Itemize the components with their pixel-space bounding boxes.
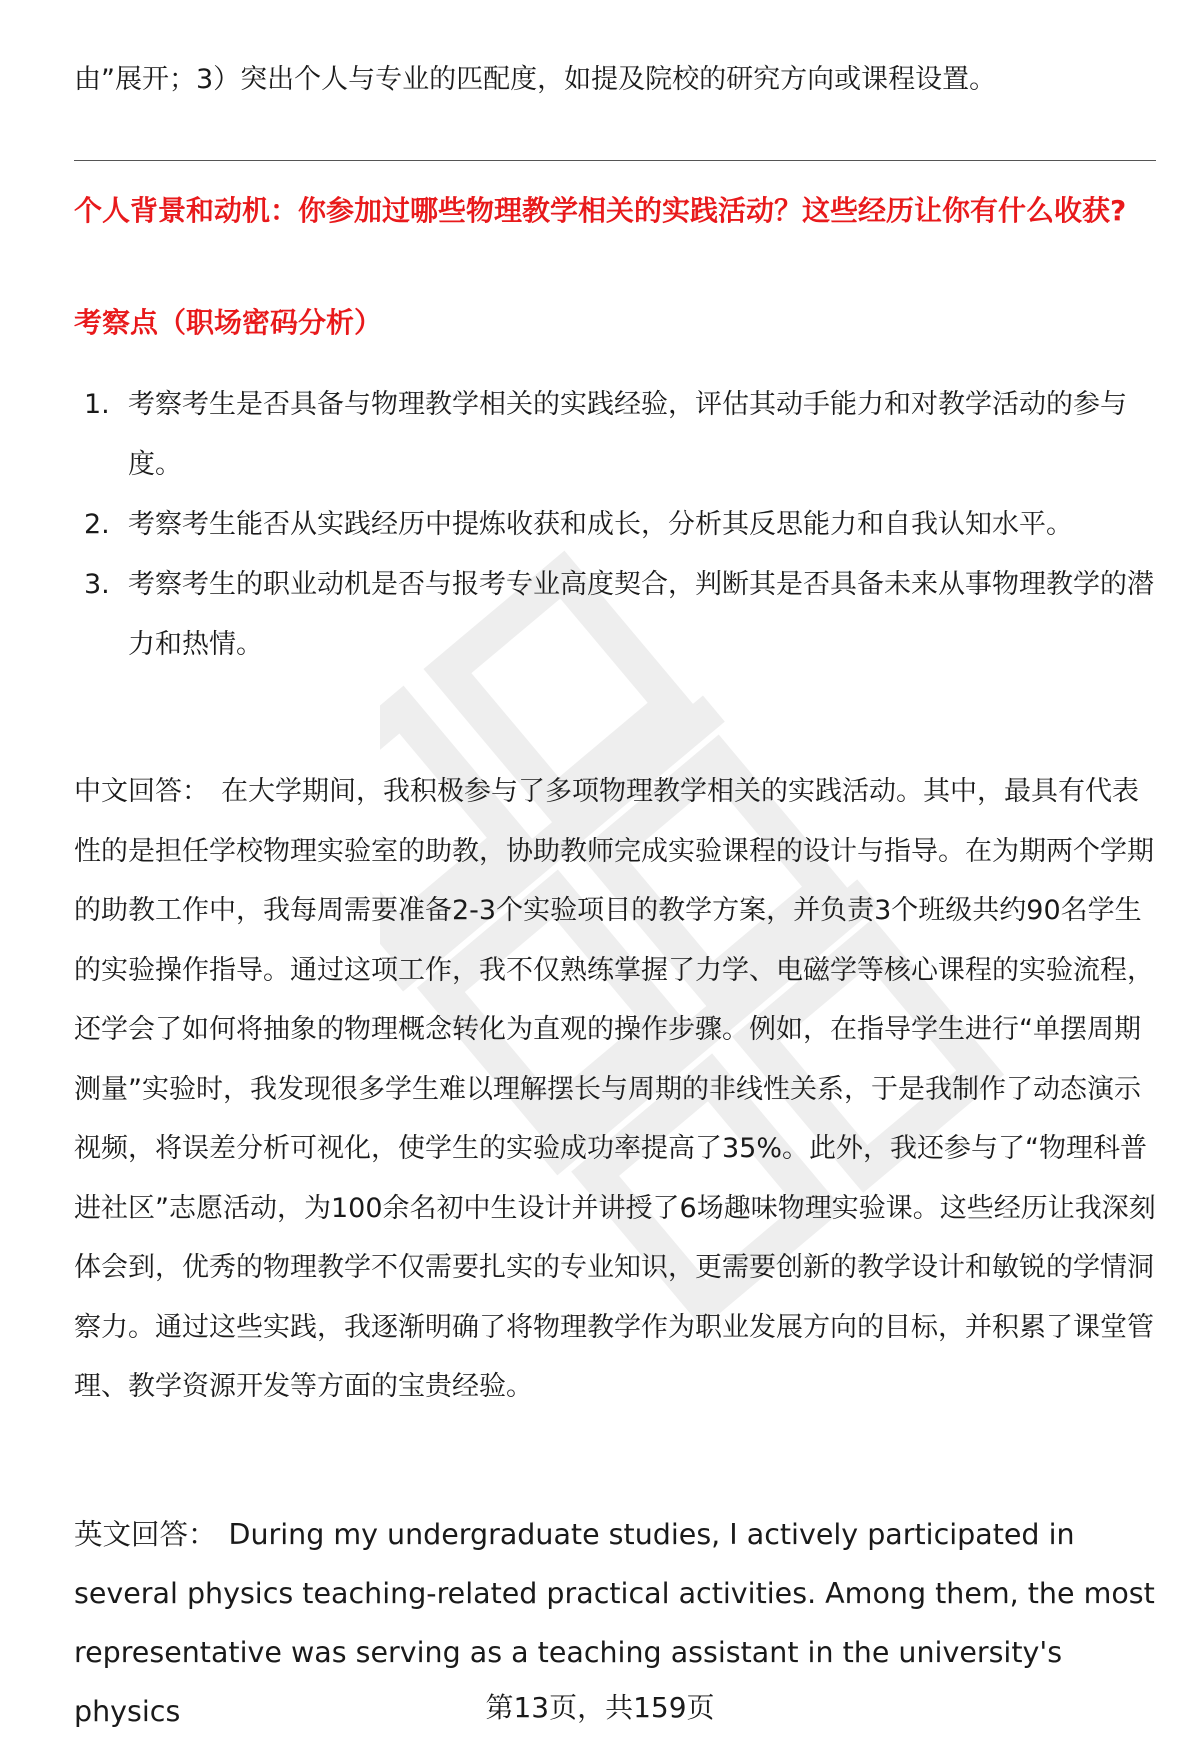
page-number-footer: 第13页，共159页 [485, 1691, 715, 1724]
list-item-number: 2. [84, 509, 110, 540]
chinese-answer [74, 762, 1156, 1417]
list-item [74, 495, 1156, 555]
list-item-text: 考察考生的职业动机是否与报考专业高度契合，判断其是否具备未来从事物理教学的潜力和热情。 [128, 569, 1154, 660]
continuation-text: 由”展开；3）突出个人与专业的匹配度，如提及院校的研究方向或课程设置。 [74, 64, 997, 95]
list-item-text: 考察考生是否具备与物理教学相关的实践经验，评估其动手能力和对教学活动的参与度。 [128, 389, 1127, 480]
section-divider [74, 160, 1156, 161]
question-heading: 个人背景和动机：你参加过哪些物理教学相关的实践活动？这些经历让你有什么收获? [74, 194, 1127, 227]
section-title: 考察点（职场密码分析） [74, 306, 383, 339]
list-item [74, 375, 1156, 495]
list-item-text: 考察考生能否从实践经历中提炼收获和成长，分析其反思能力和自我认知水平。 [128, 509, 1073, 540]
list-item-number: 3. [84, 569, 110, 600]
assessment-points-list [74, 375, 1156, 675]
list-item [74, 555, 1156, 675]
english-answer-text: During my undergraduate studies, I actively participated in several physics teaching-related practical activities. Among them, the most representative was serving as a teaching assistant in the university's physics [74, 1518, 1155, 1728]
list-item-number: 1. [84, 389, 110, 420]
english-answer-label: 英文回答： [74, 1518, 217, 1551]
chinese-answer-label: 中文回答： [74, 776, 209, 807]
chinese-answer-text: 在大学期间，我积极参与了多项物理教学相关的实践活动。其中，最具有代表性的是担任学校物理实验室的助教，协助教师完成实验课程的设计与指导。在为期两个学期的助教工作中，我每周需要准备2-3个实验项目的教学方案，并负责3个班级共约90名学生的实验操作指导。通过这项工作，我不仅熟练掌握了力学、电磁学等核心课程的实验流程，还学会了如何将抽象的物理概念转化为直观的操作步骤。例如，在指导学生进行“单摆周期测量”实验时，我发现很多学生难以理解摆长与周期的非线性关系，于是我制作了动态演示视频，将误差分析可视化，使学生的实验成功率提高了35%。此外，我还参与了“物理科普进社区”志愿活动，为100余名初中生设计并讲授了6场趣味物理实验课。这些经历让我深刻体会到，优秀的物理教学不仅需要扎实的专业知识，更需要创新的教学设计和敏锐的学情洞察力。通过这些实践，我逐渐明确了将物理教学作为职业发展方向的目标，并积累了课堂管理、教学资源开发等方面的宝贵经验。 [74, 776, 1156, 1402]
